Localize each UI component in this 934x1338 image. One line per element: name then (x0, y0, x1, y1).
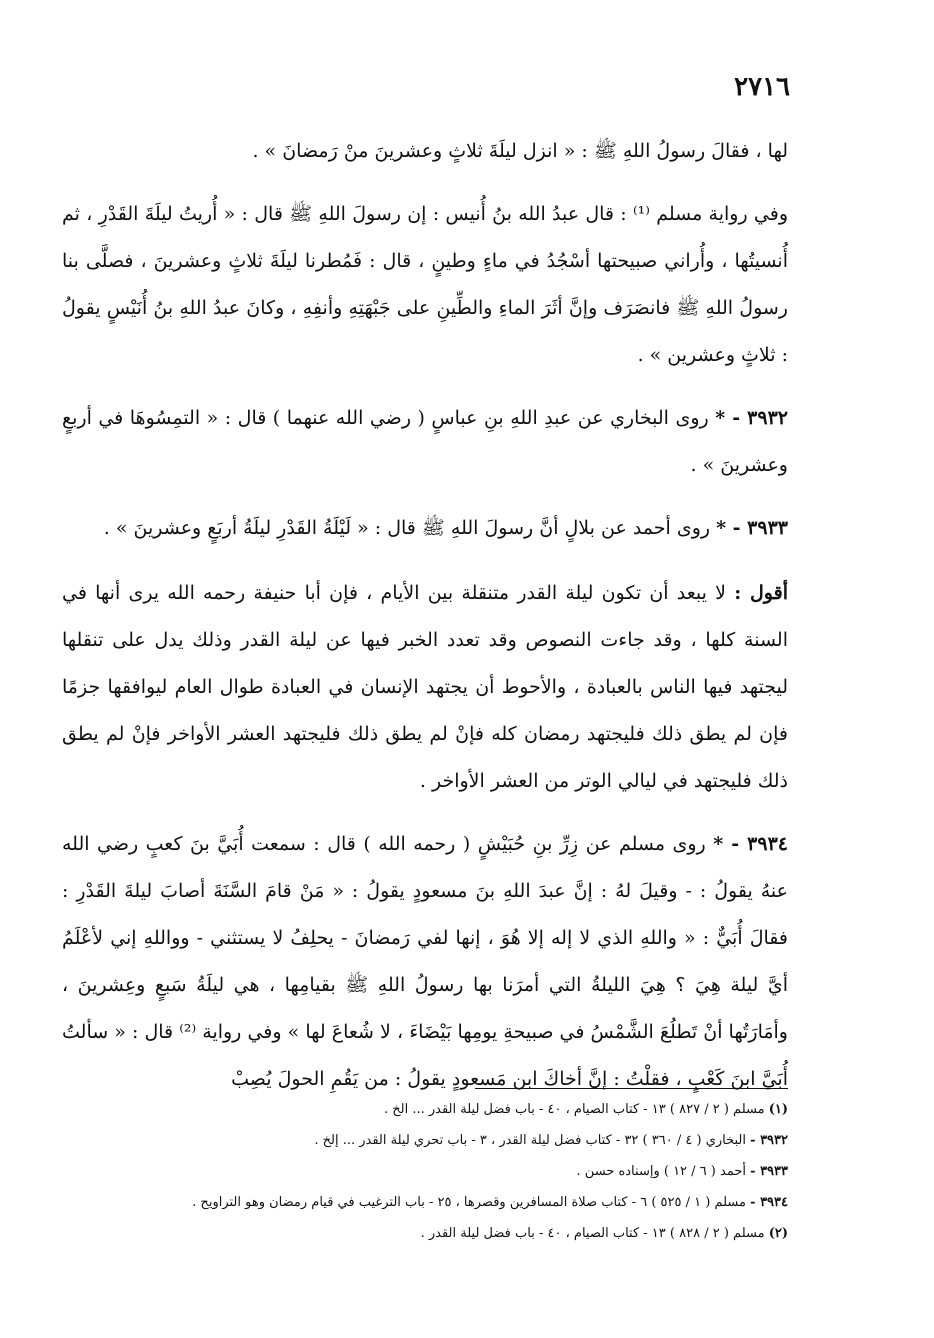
hadith-text: روى البخاري عن عبدِ اللهِ بنِ عباسٍ ( رضي الله عنهما ) قال : « التمِسُوهَا في أربعٍ وعشرينَ » . (62, 407, 788, 476)
page-number: ٢٧١٦ (734, 72, 790, 102)
hadith-number: ٣٩٣٤ - * (713, 833, 788, 855)
footnote (62, 1218, 788, 1249)
hadith-text: روى أحمد عن بلالٍ أنَّ رسولَ اللهِ ﷺ قال : « لَيْلَةُ القَدْرِ ليلَةُ أربَعٍ وعشرينَ » . (103, 517, 711, 539)
footnote-text: مسلم ( ٢ / ٨٢٧ ) ١٣ - كتاب الصيام ، ٤٠ - باب فضل ليلة القدر ... الخ . (383, 1102, 765, 1117)
footnote-number: (٢) (768, 1226, 788, 1241)
footnote-number: (١) (768, 1102, 788, 1117)
paragraph-commentary (62, 570, 788, 805)
footnote-text: مسلم ( ٢ / ٨٢٨ ) ١٣ - كتاب الصيام ، ٤٠ - باب فضل ليلة القدر . (420, 1226, 765, 1241)
paragraph-hadith-3932 (62, 395, 788, 489)
commentary-text: لا يبعد أن تكون ليلة القدر متنقلة بين الأيام ، فإن أبا حنيفة رحمه الله يرى أنها في السنة كلها ، وقد جاءت النصوص وقد تعدد الخبر فيها عن ليلة القدر وذلك يدل على تنقلها ليجتهد فيها الناس بالعبادة ، والأحوط أن يجتهد الإنسان في العبادة طوال العام ليوافقها جزمًا فإن لم يطق ذلك فليجتهد رمضان كله فإنْ لم يطق ذلك فليجتهد العشر الأواخر فإنْ لم يطق ذلك فليجتهد في ليالي الوتر من العشر الأواخر . (62, 582, 788, 792)
footnote (62, 1156, 788, 1187)
paragraph-continuation: لها ، فقالَ رسولُ اللهِ ﷺ : « انزل ليلَةَ ثلاثٍ وعشرينَ منْ رَمضانَ » . (252, 140, 788, 162)
footnote-divider (475, 1088, 788, 1089)
hadith-number: ٣٩٣٢ - * (715, 407, 788, 429)
footnote (62, 1094, 788, 1125)
main-text (62, 128, 788, 1119)
footnote-text: أحمد ( ٦ / ١٢ ) وإسناده حسن . (576, 1164, 746, 1179)
footnotes (62, 1094, 788, 1249)
hadith-text: روى مسلم عن زِرِّ بنِ حُبَيْشٍ ( رحمه الله ) قال : سمعت أُبَيَّ بنَ كعبٍ رضي الله عنهُ يقولُ : - وقيلَ لهُ : إنَّ عبدَ اللهِ بنَ مسعودٍ يقولُ : « مَنْ قامَ السَّنَةَ أصابَ ليلةَ القَدْرِ : فقالَ أُبَيٌّ : « واللهِ الذي لا إله إلا هُوَ ، إنها لفي رَمضانَ - يحلِفُ لا يستثني - وواللهِ إني لأعْلَمُ أيَّ ليلة هِيَ ؟ هِيَ الليلةُ التي أمرَنا بها رسولُ اللهِ ﷺ بقيامِها ، هي ليلَةُ سَبعٍ وعِشرينَ ، وأمَارَتُها أنْ تَطلُعَ الشَّمْسُ في صبيحةِ يومِها بَيْضَاءَ ، لا شُعاعَ لها » وفي رواية ⁽²⁾ قال : « سألتُ أُبَيَّ ابنَ كَعْبٍ ، فقلْتُ : إنَّ أخاكَ ابن مَسعودٍ يقولُ : من يَقُمِ الحولَ يُصِبْ (62, 833, 788, 1090)
footnote-text: مسلم ( ١ / ٥٢٥ ) ٦ - كتاب صلاة المسافرين وقصرها ، ٢٥ - باب الترغيب في قيام رمضان وهو التراويح . (192, 1195, 746, 1210)
hadith-number: ٣٩٣٣ - * (716, 517, 788, 539)
footnote (62, 1125, 788, 1156)
footnote (62, 1187, 788, 1218)
footnote-text: البخاري ( ٤ / ٣٦٠ ) ٣٢ - كتاب فضل ليلة القدر ، ٣ - باب تحري ليلة القدر ... إلخ . (314, 1133, 746, 1148)
paragraph-hadith-3934 (62, 821, 788, 1103)
paragraph-muslim-narration: وفي رواية مسلم ⁽¹⁾ : قال عبدُ الله بنُ أُنيس : إن رسولَ اللهِ ﷺ قال : « أُريتُ ليلَةَ القَدْرِ ، ثم أُنسيتُها ، وأُراني صبيحتها أسْجُدُ في ماءٍ وطينٍ ، قال : فَمُطرنا ليلَةَ ثلاثٍ وعشرينَ ، فصلَّى بنا رسولُ اللهِ ﷺ فانصَرَف وإنَّ أثَرَ الماءِ والطِّينِ على جَبْهَتِهِ وأنفِهِ ، وكانَ عبدُ اللهِ بنُ أُنَيْسٍ يقولُ : ثلاثٍ وعشرين » . (62, 203, 788, 366)
footnote-number: ٣٩٣٢ - (750, 1133, 788, 1148)
footnote-number: ٣٩٣٤ - (750, 1195, 788, 1210)
commentary-lead: أقول : (734, 582, 788, 604)
paragraph-hadith-3933 (62, 505, 788, 552)
footnote-number: ٣٩٣٣ - (750, 1164, 788, 1179)
